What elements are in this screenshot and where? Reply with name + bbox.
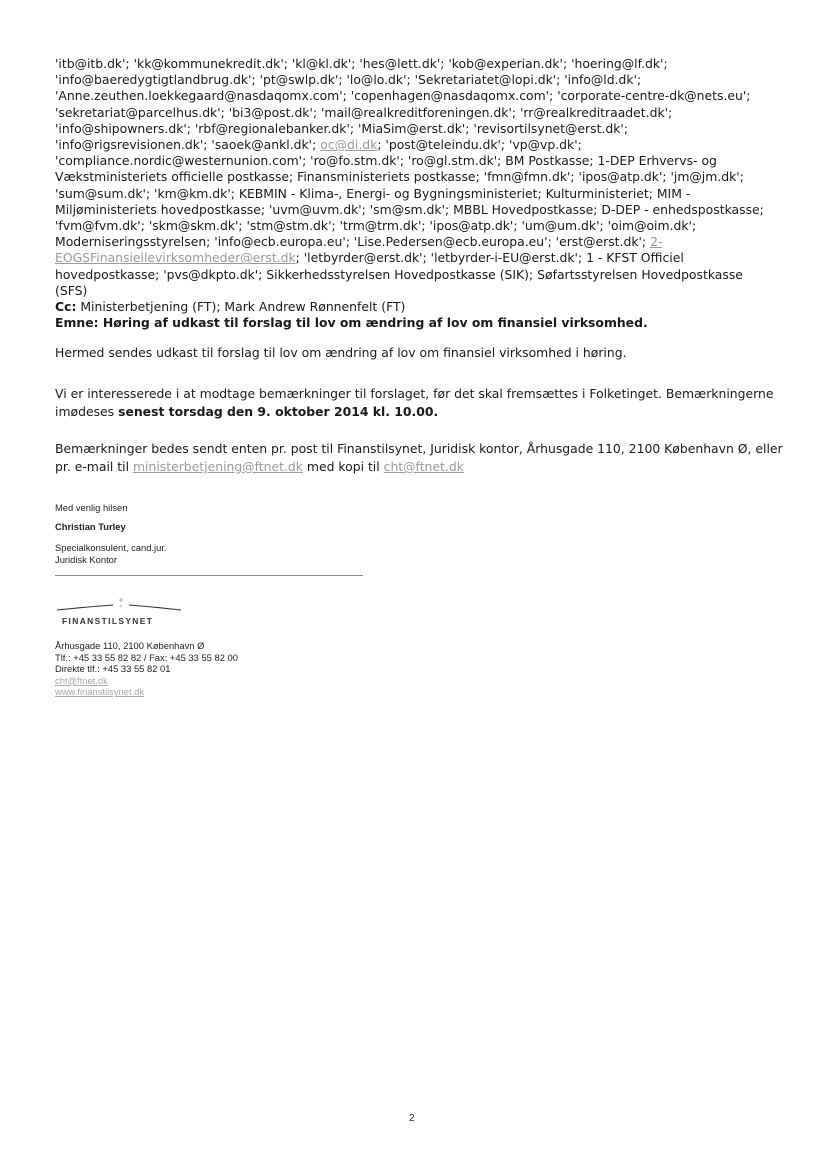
signature-office: Juridisk Kontor <box>55 553 118 565</box>
deadline-intro: Vi er interesserede i at modtage bemærkninger til forslaget, før det skal fremsættes i Folketinget. Bemærkningerne imødeses <box>55 386 774 419</box>
footer-address: Århusgade 110, 2100 København Ø <box>55 640 205 651</box>
page-number: 2 <box>409 1113 415 1124</box>
recipient-text: 'itb@itb.dk'; 'kk@kommunekredit.dk'; 'kl@kl.dk'; 'hes@lett.dk'; 'kob@experian.dk'; 'hoering@lf.dk'; 'info@baeredygtigtlandbrug.dk'; 'pt@swlp.dk'; 'lo@lo.dk'; 'Sekretariatet@lopi.dk'; 'info@ld.dk'; 'Anne.zeuthen.loekkegaard@nasdaqomx.com'; 'copenhagen@nasdaqomx.com'; 'corporate-centre-dk@nets.eu'; 'sekretariat@parcelhus.dk'; 'bi3@post.dk'; 'mail@realkreditforeningen.dk'; 'rr@realkreditraadet.dk'; 'info@shipowners.dk'; 'rbf@regionalebanker.dk'; 'MiaSim@erst.dk'; 'revisortilsynet@erst.dk'; 'info@rigsrevisionen.dk'; 'saoek@ankl.dk'; <box>55 56 751 153</box>
subject-value: Høring af udkast til forslag til lov om ændring af lov om finansiel virksomhed. <box>98 315 648 331</box>
signature-name: Christian Turley <box>55 521 126 532</box>
recipient-list <box>55 56 775 331</box>
recipient-link-eogs[interactable]: 2-EOGSFinansiellevirksomheder@erst.dk <box>55 234 663 266</box>
recipient-text-2: ; 'post@teleindu.dk'; 'vp@vp.dk'; 'compliance.nordic@westernunion.com'; 'ro@fo.stm.dk'; 'ro@gl.stm.dk'; BM Postkasse; 1-DEP Erhvervs- og Vækstministeriets officielle postkasse; Finansministeriets postkasse; 'fmn@fmn.dk'; 'ipos@atp.dk'; 'jm@jm.dk'; 'sum@sum.dk'; 'km@km.dk'; KEBMIN - Klima-, Energi- og Bygningsministeriet; Kulturministeriet; MIM - Miljøministeriets hovedpostkasse; 'uvm@uvm.dk'; 'sm@sm.dk'; MBBL Hovedpostkasse; D-DEP - enhedspostkasse; 'fvm@fvm.dk'; 'skm@skm.dk'; 'stm@stm.dk'; 'trm@trm.dk'; 'ipos@atp.dk'; 'um@um.dk'; 'oim@oim.dk'; Moderniseringsstyrelsen; 'info@ecb.europa.eu'; 'Lise.Pedersen@ecb.europa.eu'; 'erst@erst.dk'; <box>55 137 764 250</box>
recipient-link-oc[interactable]: oc@di.dk <box>320 137 378 153</box>
signature-title: Specialkonsulent, cand.jur. <box>55 542 167 553</box>
subject-line <box>55 315 775 331</box>
body-paragraph-2 <box>55 385 785 421</box>
signature-greeting: Med venlig hilsen <box>55 502 128 513</box>
copy-text: med kopi til <box>302 459 384 474</box>
cc-label: Cc: <box>55 299 77 315</box>
body-paragraph-3 <box>55 440 785 476</box>
cc-value: Ministerbetjening (FT); Mark Andrew Rønnenfelt (FT) <box>76 299 406 315</box>
ministerbetjening-email-link[interactable]: ministerbetjening@ftnet.dk <box>132 459 303 474</box>
footer-direct-phone: Direkte tlf.: +45 33 55 82 01 <box>55 663 171 675</box>
cht-email-link[interactable]: cht@ftnet.dk <box>383 459 464 474</box>
signature-divider <box>55 575 363 576</box>
footer-phone: Tlf.: +45 33 55 82 82 / Fax: +45 33 55 82 00 <box>55 651 238 663</box>
cc-line <box>55 299 775 315</box>
logo-wordmark: FINANSTILSYNET <box>62 616 154 626</box>
body-paragraph-1: Hermed sendes udkast til forslag til lov om ændring af lov om finansiel virksomhed i høring. <box>55 345 627 360</box>
footer-address-block <box>55 640 238 698</box>
subject-label: Emne: <box>55 315 99 331</box>
footer-email-link[interactable]: cht@ftnet.dk <box>55 674 108 686</box>
recipient-text-3: ; 'letbyrder@erst.dk'; 'letbyrder-i-EU@erst.dk'; 1 - KFST Officiel hovedpostkasse; 'pvs@dkpto.dk'; Sikkerhedsstyrelsen Hovedpostkasse (SIK); Søfartsstyrelsen Hovedpostkasse (SFS) <box>55 250 743 298</box>
submission-text: Bemærkninger bedes sendt enten pr. post til Finanstilsynet, Juridisk kontor, Århusgade 110, 2100 København Ø, eller pr. e-mail til <box>55 441 783 474</box>
signature-title-block <box>55 542 167 565</box>
footer-web-link[interactable]: www.finanstilsynet.dk <box>55 686 145 698</box>
deadline-text: senest torsdag den 9. oktober 2014 kl. 10.00. <box>118 404 439 419</box>
